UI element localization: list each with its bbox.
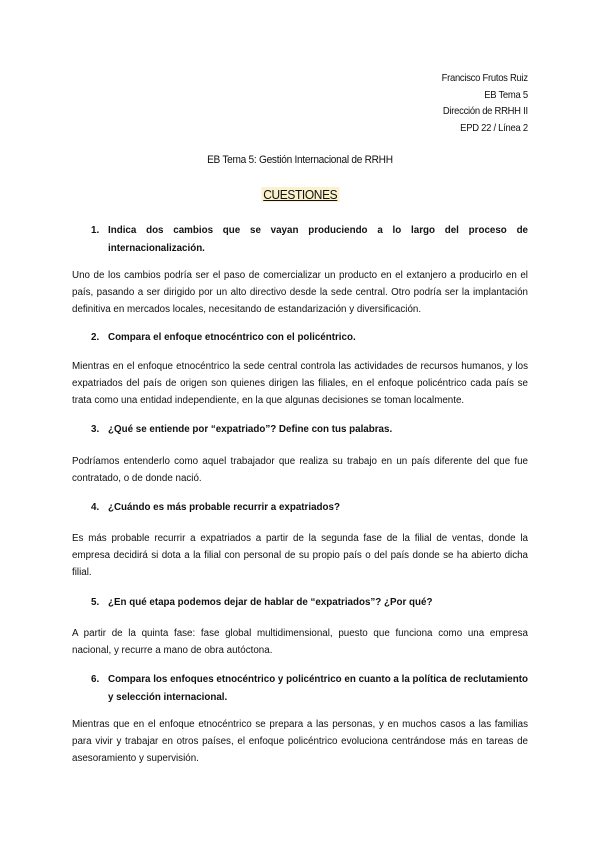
- answer-text: Uno de los cambios podría ser el paso de comercializar un producto en el extanjero a producirlo en el país, pasando a ser dirigido por un alto directivo desde la sede central. Otro podría ser la implantación definitiva en mercados locales, necesitando de estandarización y diversificación.: [72, 270, 528, 316]
- group-line: EPD 22 / Línea 2: [460, 121, 528, 134]
- question-text: ¿En qué etapa podemos dejar de hablar de “expatriados”? ¿Por qué?: [108, 597, 433, 608]
- question-text: Compara los enfoques etnocéntrico y policéntrico en cuanto a la política de reclutamiento y selección internacional.: [108, 674, 528, 703]
- section-title-wrap: [0, 186, 600, 204]
- subject-line: EB Tema 5: [484, 88, 528, 101]
- question-1: [91, 222, 528, 257]
- question-number: 6.: [91, 674, 100, 685]
- question-6: [91, 671, 528, 706]
- answer-text: Podríamos entenderlo como aquel trabajador que realiza su trabajo en un país diferente del que fue contratado, o de donde nació.: [72, 456, 528, 485]
- question-text: ¿Qué se entiende por “expatriado”? Define con tus palabras.: [108, 424, 393, 435]
- question-number: 3.: [91, 424, 100, 435]
- answer-4: [72, 530, 528, 582]
- question-5: [91, 594, 528, 612]
- answer-1: [72, 267, 528, 319]
- answer-2: [72, 358, 528, 410]
- question-number: 2.: [91, 332, 100, 343]
- question-number: 1.: [91, 225, 100, 236]
- course-line: Dirección de RRHH II: [443, 105, 528, 117]
- question-2: [91, 329, 528, 347]
- answer-text: Es más probable recurrir a expatriados a partir de la segunda fase de la filial de ventas, donde la empresa decidirá si dota a la filial con personal de su propio país o del país donde se ha abierto dicha filial.: [72, 533, 528, 579]
- author-block: [442, 70, 528, 136]
- answer-3: [72, 453, 528, 487]
- author-name: Francisco Frutos Ruiz: [441, 72, 528, 84]
- section-title: CUESTIONES: [262, 187, 338, 202]
- document-title-wrap: [0, 154, 600, 166]
- question-3: [91, 421, 528, 439]
- document-title: EB Tema 5: Gestión Internacional de RRHH: [207, 154, 393, 166]
- question-number: 4.: [91, 502, 100, 513]
- answer-6: [72, 716, 528, 768]
- answer-text: Mientras en el enfoque etnocéntrico la sede central controla las actividades de recursos humanos, y los expatriados del país de origen son quienes dirigen las filiales, en el enfoque policéntrico cada país se trata como una entidad independiente, en la que algunas decisiones se toman localmente.: [72, 361, 528, 407]
- question-text: Indica dos cambios que se vayan produciendo a lo largo del proceso de internacionalización.: [108, 225, 528, 254]
- answer-text: Mientras que en el enfoque etnocéntrico se prepara a las personas, y en muchos casos a las familias para vivir y trabajar en otros países, el enfoque policéntrico evoluciona centrándose más en tareas de asesoramiento y supervisión.: [72, 719, 528, 765]
- question-text: ¿Cuándo es más probable recurrir a expatriados?: [108, 502, 340, 513]
- answer-text: A partir de la quinta fase: fase global multidimensional, puesto que funciona como una empresa nacional, y recurre a mano de obra autóctona.: [72, 628, 528, 657]
- question-4: [91, 499, 528, 517]
- question-text: Compara el enfoque etnocéntrico con el policéntrico.: [108, 332, 356, 343]
- question-number: 5.: [91, 597, 100, 608]
- answer-5: [72, 625, 528, 659]
